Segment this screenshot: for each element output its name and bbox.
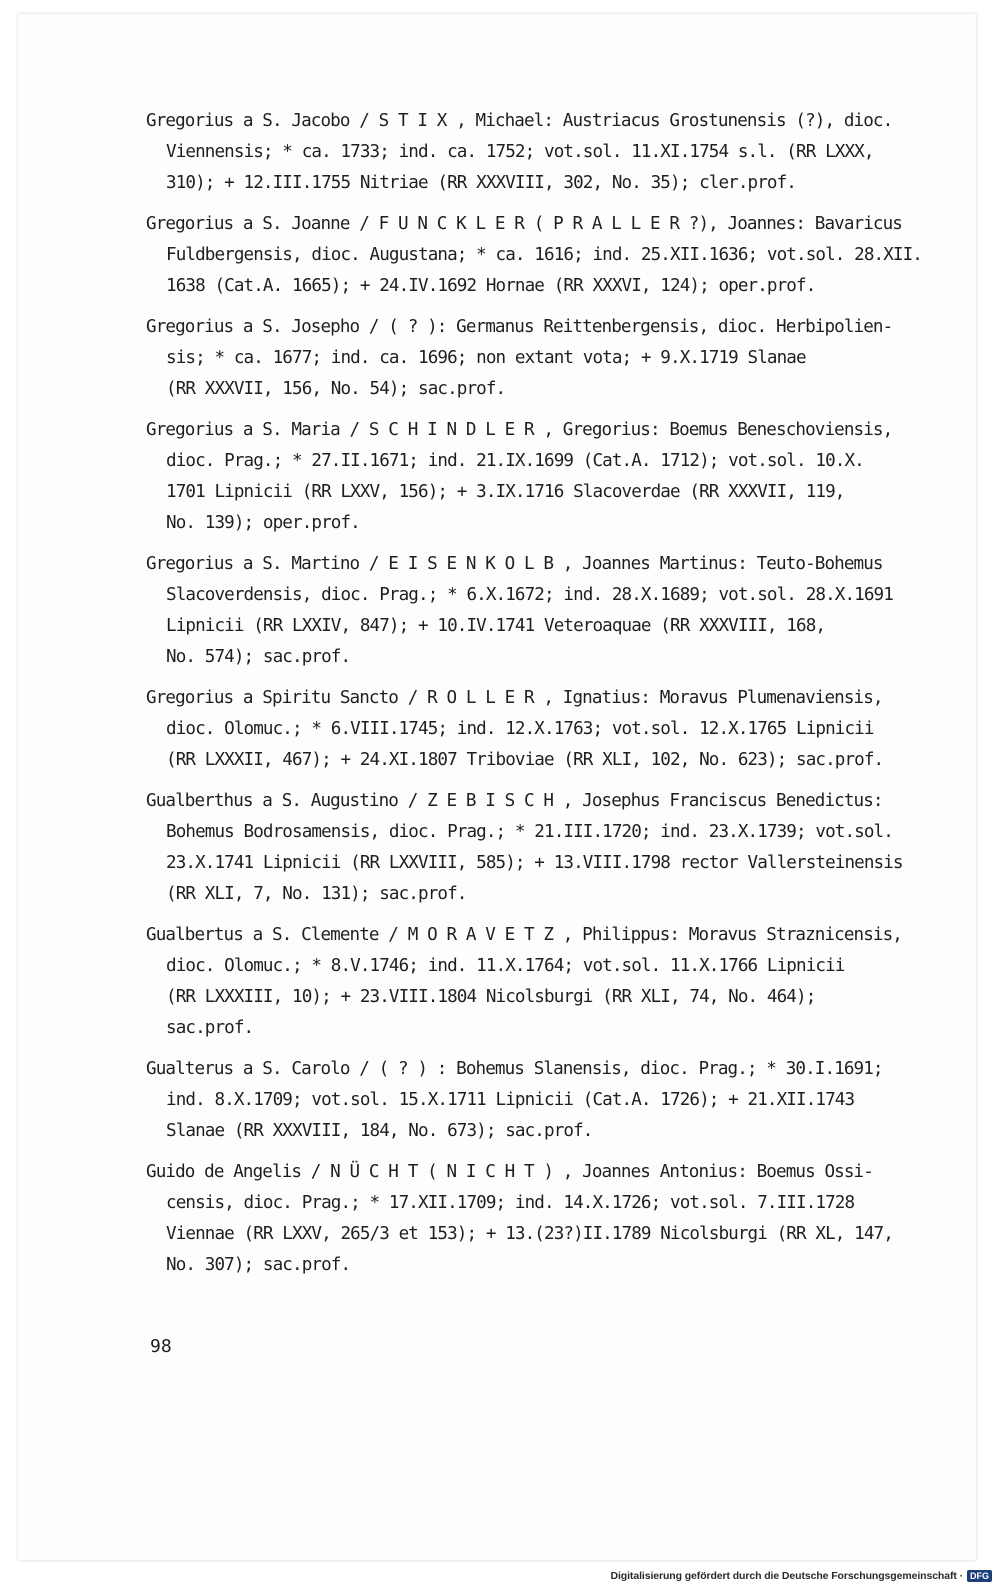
- entry-heading-line: Gregorius a S. Josepho / ( ? ): Germanus Reittenbergensis, dioc. Herbipolien-: [146, 317, 893, 337]
- entry-heading-line: Gregorius a S. Maria / S C H I N D L E R , Gregorius: Boemus Beneschoviensis,: [146, 420, 893, 440]
- register-entry: [146, 920, 976, 1044]
- dfg-logo-icon: DFG: [967, 1570, 992, 1582]
- entry-heading-line: Gregorius a S. Martino / E I S E N K O L B , Joannes Martinus: Teuto-Bohemus: [146, 554, 883, 574]
- entry-continuation-line: Fuldbergensis, dioc. Augustana; * ca. 1616; ind. 25.XII.1636; vot.sol. 28.XII.: [166, 245, 923, 265]
- entry-continuation-line: No. 139); oper.prof.: [166, 513, 360, 533]
- scanned-page: [18, 14, 976, 1560]
- entry-continuation-line: (RR XXXVII, 156, No. 54); sac.prof.: [166, 379, 506, 399]
- entry-continuation-line: Slanae (RR XXXVIII, 184, No. 673); sac.prof.: [166, 1121, 593, 1141]
- entry-heading-line: Gualterus a S. Carolo / ( ? ) : Bohemus Slanensis, dioc. Prag.; * 30.I.1691;: [146, 1059, 883, 1079]
- entry-continuation-line: censis, dioc. Prag.; * 17.XII.1709; ind. 14.X.1726; vot.sol. 7.III.1728: [166, 1193, 855, 1213]
- entry-heading-line: Gregorius a S. Joanne / F U N C K L E R ( P R A L L E R ?), Joannes: Bavaricus: [146, 214, 903, 234]
- register-entry: [146, 786, 976, 910]
- register-entry: [146, 106, 976, 199]
- entry-continuation-line: Bohemus Bodrosamensis, dioc. Prag.; * 21.III.1720; ind. 23.X.1739; vot.sol.: [166, 822, 893, 842]
- entry-continuation-line: sis; * ca. 1677; ind. ca. 1696; non extant vota; + 9.X.1719 Slanae: [166, 348, 806, 368]
- digitization-footer: [611, 1570, 993, 1582]
- entry-continuation-line: (RR LXXXII, 467); + 24.XI.1807 Triboviae (RR XLI, 102, No. 623); sac.prof.: [166, 750, 884, 770]
- register-entry: [146, 312, 976, 405]
- entry-continuation-line: ind. 8.X.1709; vot.sol. 15.X.1711 Lipnicii (Cat.A. 1726); + 21.XII.1743: [166, 1090, 855, 1110]
- register-entry: [146, 1054, 976, 1147]
- page-number: 98: [150, 1336, 172, 1357]
- register-entries: [146, 106, 976, 1291]
- register-entry: [146, 1157, 976, 1281]
- entry-continuation-line: (RR LXXXIII, 10); + 23.VIII.1804 Nicolsburgi (RR XLI, 74, No. 464);: [166, 987, 816, 1007]
- register-entry: [146, 683, 976, 776]
- register-entry: [146, 549, 976, 673]
- entry-continuation-line: 1638 (Cat.A. 1665); + 24.IV.1692 Hornae (RR XXXVI, 124); oper.prof.: [166, 276, 816, 296]
- entry-continuation-line: (RR XLI, 7, No. 131); sac.prof.: [166, 884, 467, 904]
- entry-continuation-line: dioc. Olomuc.; * 8.V.1746; ind. 11.X.1764; vot.sol. 11.X.1766 Lipnicii: [166, 956, 845, 976]
- entry-continuation-line: Viennae (RR LXXV, 265/3 et 153); + 13.(23?)II.1789 Nicolsburgi (RR XL, 147,: [166, 1224, 893, 1244]
- entry-continuation-line: dioc. Prag.; * 27.II.1671; ind. 21.IX.1699 (Cat.A. 1712); vot.sol. 10.X.: [166, 451, 864, 471]
- funding-credit: Digitalisierung gefördert durch die Deutsche Forschungsgemeinschaft ·: [610, 1570, 963, 1582]
- entry-heading-line: Gualbertus a S. Clemente / M O R A V E T Z , Philippus: Moravus Straznicensis,: [146, 925, 903, 945]
- entry-continuation-line: Lipnicii (RR LXXIV, 847); + 10.IV.1741 Veteroaquae (RR XXXVIII, 168,: [166, 616, 826, 636]
- entry-continuation-line: Viennensis; * ca. 1733; ind. ca. 1752; vot.sol. 11.XI.1754 s.l. (RR LXXX,: [166, 142, 874, 162]
- register-entry: [146, 209, 976, 302]
- entry-continuation-line: dioc. Olomuc.; * 6.VIII.1745; ind. 12.X.1763; vot.sol. 12.X.1765 Lipnicii: [166, 719, 874, 739]
- entry-continuation-line: 310); + 12.III.1755 Nitriae (RR XXXVIII, 302, No. 35); cler.prof.: [166, 173, 797, 193]
- entry-continuation-line: No. 307); sac.prof.: [166, 1255, 351, 1275]
- entry-heading-line: Gregorius a Spiritu Sancto / R O L L E R , Ignatius: Moravus Plumenaviensis,: [146, 688, 883, 708]
- entry-continuation-line: sac.prof.: [166, 1018, 254, 1038]
- register-entry: [146, 415, 976, 539]
- entry-continuation-line: 1701 Lipnicii (RR LXXV, 156); + 3.IX.1716 Slacoverdae (RR XXXVII, 119,: [166, 482, 845, 502]
- entry-heading-line: Gregorius a S. Jacobo / S T I X , Michael: Austriacus Grostunensis (?), dioc.: [146, 111, 893, 131]
- entry-continuation-line: No. 574); sac.prof.: [166, 647, 351, 667]
- entry-continuation-line: 23.X.1741 Lipnicii (RR LXXVIII, 585); + 13.VIII.1798 rector Vallersteinensis: [166, 853, 903, 873]
- entry-heading-line: Guido de Angelis / N Ü C H T ( N I C H T ) , Joannes Antonius: Boemus Ossi-: [146, 1162, 873, 1182]
- entry-heading-line: Gualberthus a S. Augustino / Z E B I S C H , Josephus Franciscus Benedictus:: [146, 791, 883, 811]
- entry-continuation-line: Slacoverdensis, dioc. Prag.; * 6.X.1672; ind. 28.X.1689; vot.sol. 28.X.1691: [166, 585, 893, 605]
